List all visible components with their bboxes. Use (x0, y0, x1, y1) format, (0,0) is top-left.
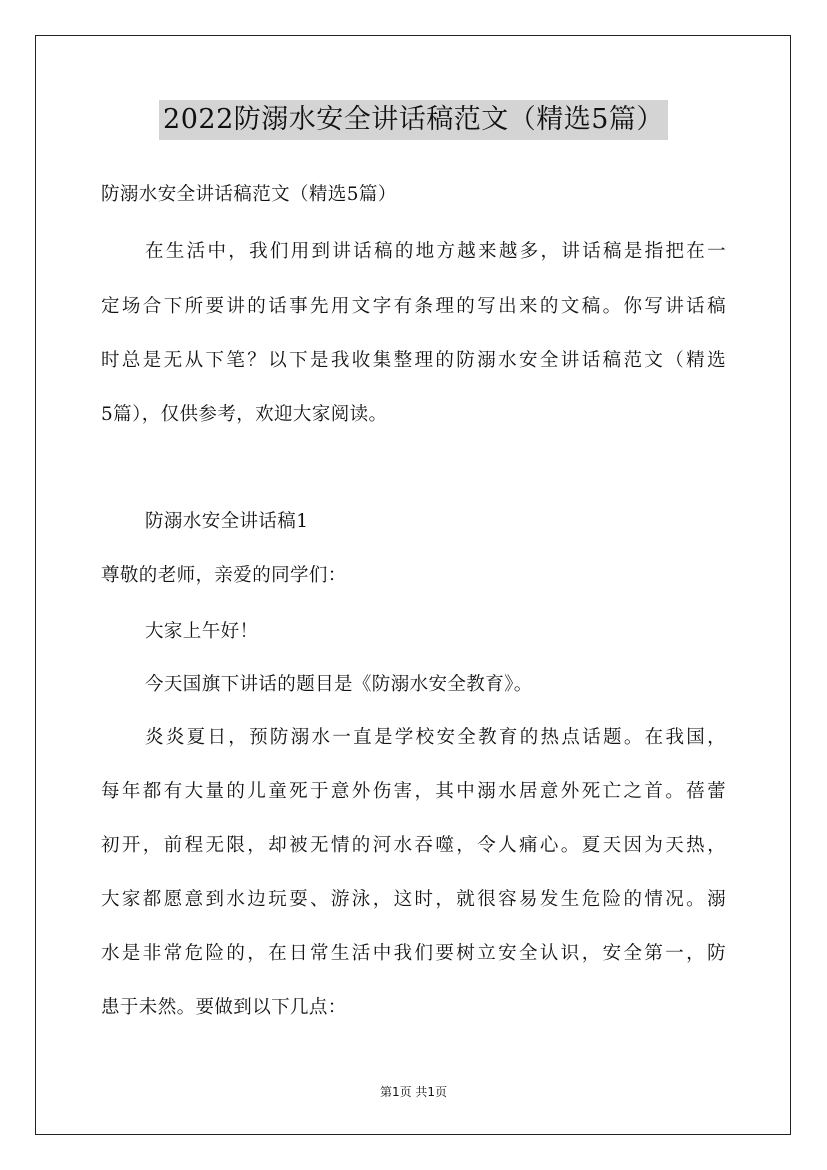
body-line-4: 大家都愿意到水边玩耍、游泳，这时，就很容易发生危险的情况。溺 (101, 889, 726, 910)
document-title: 2022防溺水安全讲话稿范文（精选5篇） (159, 100, 668, 140)
body-line-1: 炎炎夏日，预防溺水一直是学校安全教育的热点话题。在我国， (145, 727, 726, 748)
body-line-3: 初开，前程无限，却被无情的河水吞噬，令人痛心。夏天因为天热， (101, 835, 726, 856)
intro-line-4: 5篇），仅供参考，欢迎大家阅读。 (101, 404, 388, 425)
body-line-6: 患于未然。要做到以下几点： (101, 997, 347, 1018)
body-line-5: 水是非常危险的，在日常生活中我们要树立安全认识，安全第一，防 (101, 943, 726, 964)
body-line-2: 每年都有大量的儿童死于意外伤害，其中溺水居意外死亡之首。蓓蕾 (101, 781, 726, 802)
greeting: 大家上午好！ (145, 621, 259, 642)
title-container (0, 100, 827, 140)
intro-line-3: 时总是无从下笔？以下是我收集整理的防溺水安全讲话稿范文（精选 (101, 350, 726, 371)
intro-line-2: 定场合下所要讲的话事先用文字有条理的写出来的文稿。你写讲话稿 (101, 296, 726, 317)
subtitle: 防溺水安全讲话稿范文（精选5篇） (101, 184, 397, 205)
page-footer: 第1页 共1页 (379, 1085, 448, 1099)
salutation: 尊敬的老师，亲爱的同学们： (101, 565, 347, 586)
topic-line: 今天国旗下讲话的题目是《防溺水安全教育》。 (145, 674, 533, 695)
section-heading: 防溺水安全讲话稿1 (145, 511, 309, 532)
intro-line-1: 在生活中，我们用到讲话稿的地方越来越多，讲话稿是指把在一 (145, 241, 726, 262)
